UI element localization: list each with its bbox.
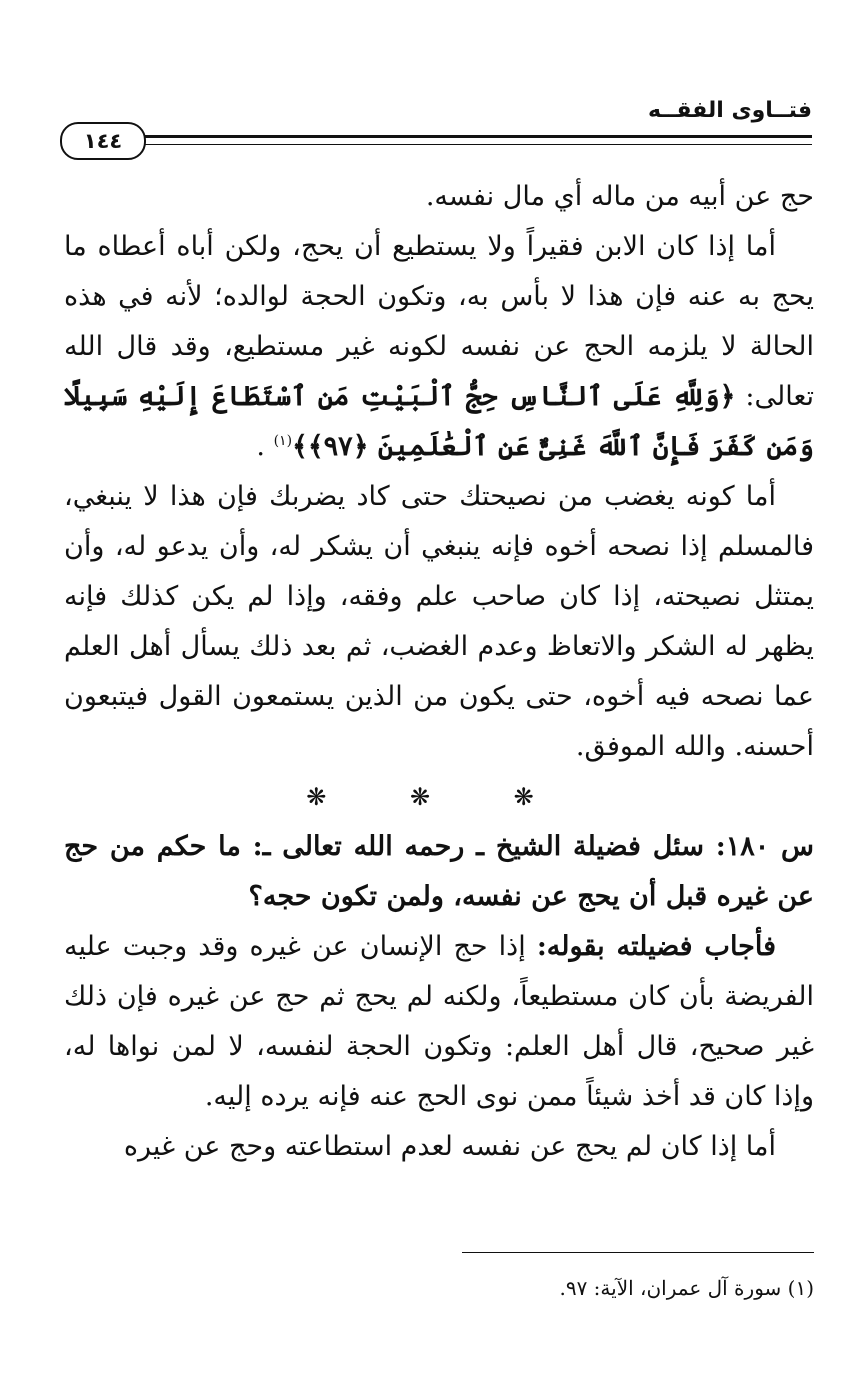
page-number: ١٤٤ <box>60 122 146 160</box>
paragraph-last: أما إذا كان لم يحج عن نفسه لعدم استطاعته وحج عن غيره <box>123 1131 776 1162</box>
running-title: فتــاوى الفقــه <box>647 98 812 123</box>
footnote-rule <box>462 1252 814 1253</box>
answer-lead: فأجاب فضيلته بقوله: <box>536 931 776 962</box>
footnote: (١) سورة آل عمران، الآية: ٩٧. <box>559 1276 814 1300</box>
header-rule <box>138 135 812 145</box>
paragraph-intro: أما إذا كان الابن فقيراً ولا يستطيع أن يحج، ولكن أباه أعطاه ما يحج به عنه فإن هذا لا بأس به، وتكون الحجة لوالده؛ لأنه في هذه الحالة لا يلزمه الحج عن نفسه لكونه غير مستطيع، وقد قال الله تعالى: <box>64 231 814 412</box>
answer-paragraph <box>64 922 814 1122</box>
paragraph-continuation: حج عن أبيه من ماله أي مال نفسه. <box>425 181 814 212</box>
answer-text: إذا حج الإنسان عن غيره وقد وجبت عليه الفريضة بأن كان مستطيعاً، ولكنه لم يحج ثم حج عن غيره فإن ذلك غير صحيح، قال أهل العلم: وتكون الحجة لنفسه، لا لمن نواها له، وإذا كان قد أخذ شيئاً ممن نوى الحج عنه فإنه يرده إليه. <box>64 931 814 1112</box>
footnote-marker: (١) <box>273 433 293 449</box>
paragraph-end: . <box>256 431 265 462</box>
question-180: س ١٨٠: سئل فضيلة الشيخ ـ رحمه الله تعالى ـ: ما حكم من حج عن غيره قبل أن يحج عن نفسه، ولمن تكون حجه؟ <box>64 831 814 912</box>
page-header <box>60 98 812 168</box>
section-separator: ❋ ❋ ❋ <box>306 783 572 811</box>
paragraph-advice: أما كونه يغضب من نصيحتك حتى كاد يضربك فإن هذا لا ينبغي، فالمسلم إذا نصحه أخوه فإنه ينبغي أن يشكر له، وأن يدعو له، وأن يمتثل نصيحته، إذا كان صاحب علم وفقه، وإذا لم يكن كذلك فإنه يظهر له الشكر والاتعاظ وعدم الغضب، ثم بعد ذلك يسأل أهل العلم عما نصحه فيه أخوه، حتى يكون من الذين يستمعون القول فيتبعون أحسنه. والله الموفق. <box>64 481 814 762</box>
paragraph-hajj-for-father <box>64 222 814 472</box>
quran-verse: ﴿وَلِلَّهِ عَلَى ٱلنَّاسِ حِجُّ ٱلْبَيْتِ مَنِ ٱسْتَطَاعَ إِلَيْهِ سَبِيلًا وَمَن كَفَرَ فَإِنَّ ٱللَّهَ غَنِىٌّ عَنِ ٱلْعَٰلَمِينَ ﴿٩٧﴾﴾ <box>64 381 814 462</box>
page-body <box>64 172 814 1172</box>
